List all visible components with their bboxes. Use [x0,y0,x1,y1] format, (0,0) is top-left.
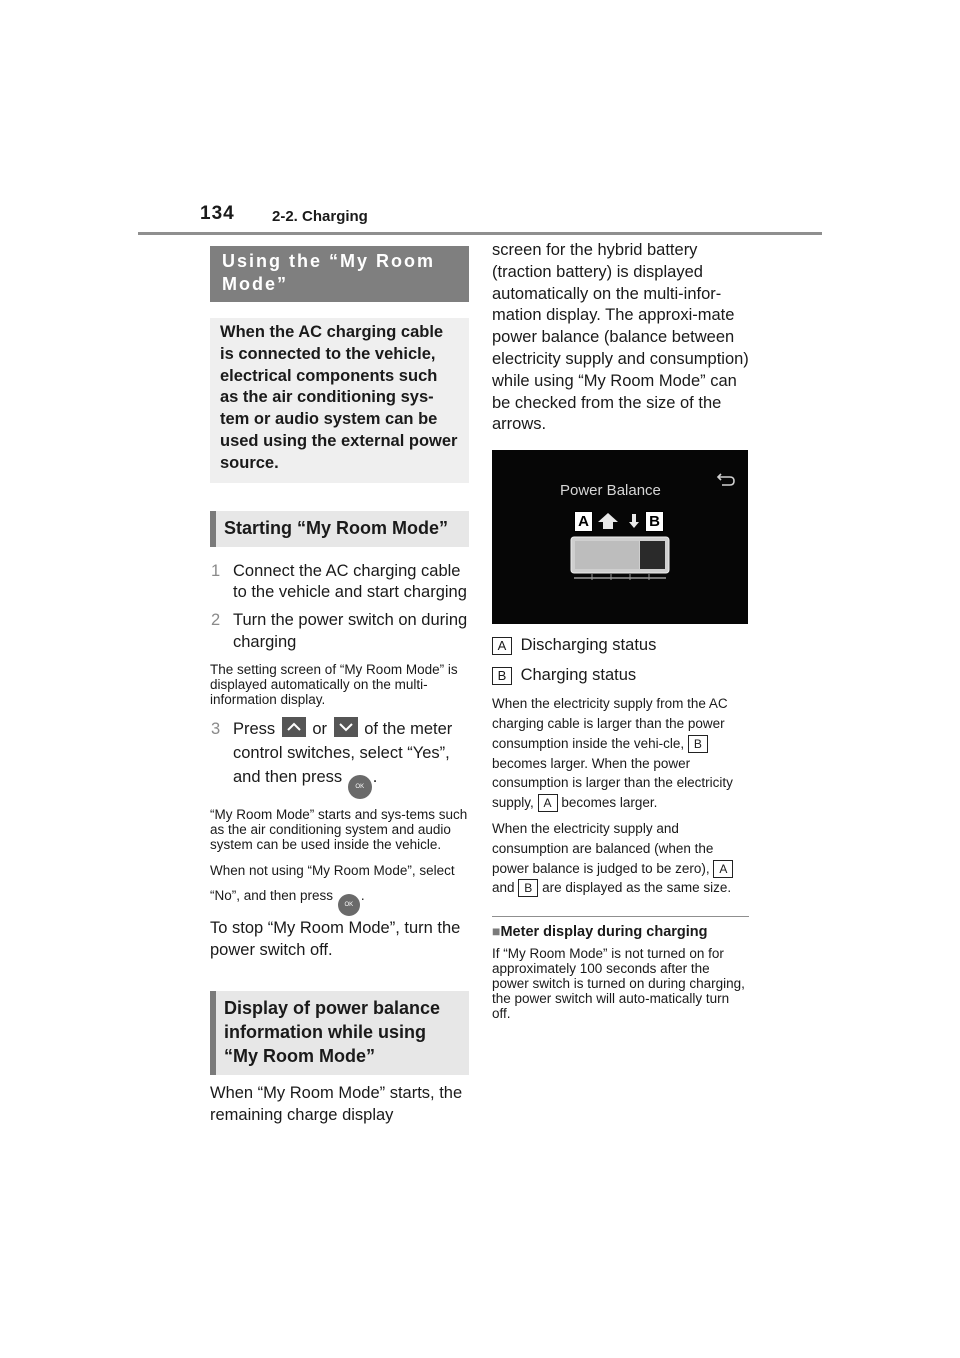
text: and [492,880,515,896]
text: When the electricity supply and consumption are balanced (when the power balance is judged to be zero), [492,820,714,876]
divider [492,916,749,917]
step-text: of the meter control switches, select “Yes”, and then press [233,719,453,786]
header-rule [138,232,822,235]
step-number: 1 [211,561,221,580]
screen-title: Power Balance [560,482,661,500]
display-text: When “My Room Mode” starts, the remaining charge display [210,1084,463,1125]
inline-key-a: A [713,860,733,878]
inline-key-b: B [688,735,708,753]
step-text: Connect the AC charging cable to the vehicle and start charging [233,561,467,602]
legend-key-b: B [492,667,512,685]
page-number: 134 [200,203,235,224]
step-2 [210,610,469,654]
step-number: 3 [211,719,221,738]
tip-heading-text: Meter display during charging [500,924,708,941]
label-a: A [574,511,593,532]
legend-text: Discharging status [520,636,657,655]
inline-key-b: B [518,879,538,897]
label-b: B [645,511,664,532]
right-column [492,240,749,1021]
period: . [372,767,378,786]
step-text: Press [233,719,276,738]
legend-a [492,634,749,656]
explanation-paragraph [492,694,749,813]
text: becomes larger. When the power consumption is larger than the electricity supply, [492,755,733,811]
intro-box: When the AC charging cable is connected to the vehicle, electrical components such as the air conditioning sys-tem or audio system can be used using the external power source. [210,318,469,483]
down-button-icon [334,717,358,737]
step-3 [210,717,469,799]
text: are displayed as the same size. [542,880,732,896]
step-number: 2 [211,611,221,630]
period: . [360,887,365,903]
section-title: 2-2. Charging [272,208,368,225]
ok-button-icon: OK [338,894,360,916]
ok-button-icon: OK [348,775,372,799]
battery-graphic [570,536,670,582]
legend-b [492,664,749,686]
step-1 [210,561,469,605]
legend-text: Charging status [520,666,637,685]
note [210,858,469,916]
back-icon [716,472,736,488]
step-text: Turn the power switch on during charging [233,611,468,651]
balance-paragraph [492,819,749,898]
text: becomes larger. [561,795,658,811]
continued-text: screen for the hybrid battery (traction battery) is displayed automatically on the multi-infor-mation display. The approxi-mate power balance (balance between electricity supply and consumption) while using “My Room Mode” can be checked from the size of the arrows. [492,241,749,434]
inline-key-a: A [538,794,558,812]
note: “My Room Mode” starts and sys-tems such as the air conditioning system and audio system can be used inside the vehicle. [210,806,468,852]
stop-instruction: To stop “My Room Mode”, turn the power switch off. [210,918,461,959]
square-bullet-icon: ■ [492,923,501,940]
starting-heading: Starting “My Room Mode” [210,511,469,547]
section-heading: Using the “My Room Mode” [210,246,469,302]
discharge-arrow-icon [596,511,620,531]
note-text: When not using “My Room Mode”, select “No”, and then press [210,862,455,903]
tip-text: If “My Room Mode” is not turned on for approximately 100 seconds after the power switch is turned on during charging, the power switch will auto-matically turn off. [492,946,745,1022]
text: When the electricity supply from the AC charging cable is larger than the power consumption inside the vehi-cle, [492,696,728,751]
step-text: or [312,719,328,738]
charge-arrow-icon [628,513,640,529]
left-column [210,246,469,1127]
legend-key-a: A [492,637,512,655]
up-button-icon [282,717,306,737]
power-balance-screen [492,450,748,624]
note: The setting screen of “My Room Mode” is displayed automatically on the multi-information display. [210,661,458,707]
display-heading: Display of power balance information while using “My Room Mode” [210,991,469,1075]
tip-heading [492,923,749,940]
